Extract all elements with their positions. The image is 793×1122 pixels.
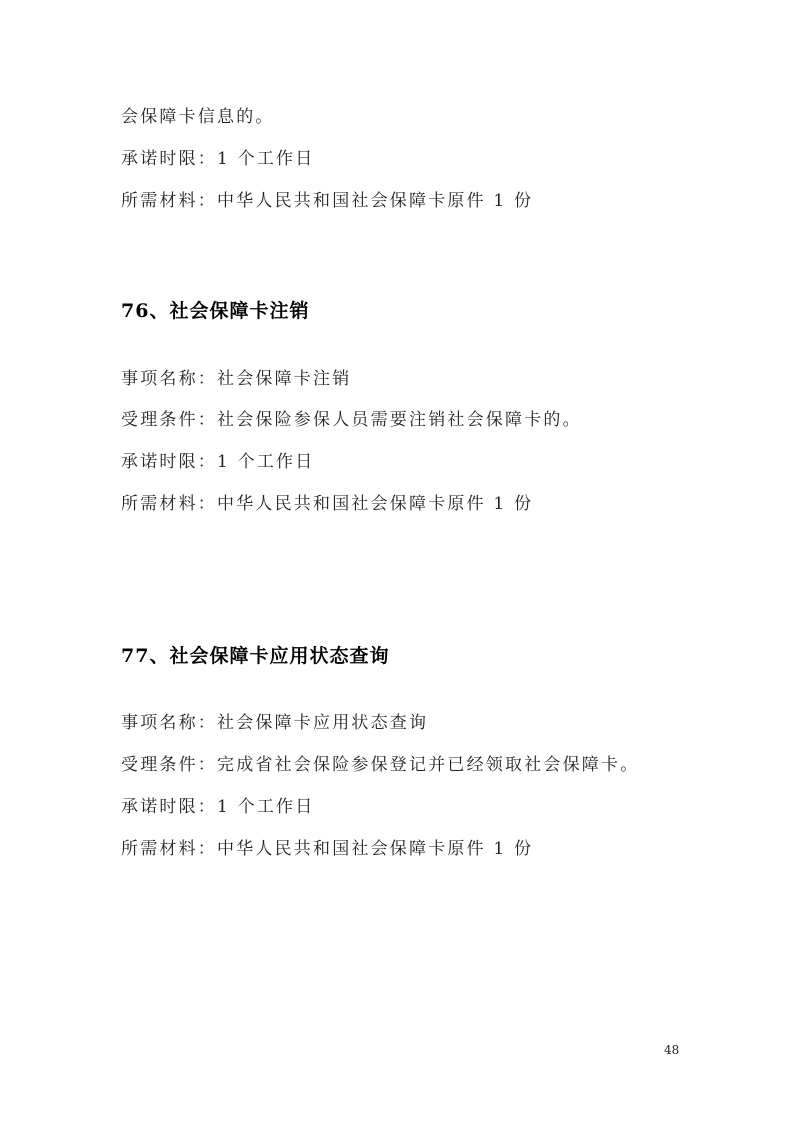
time-limit-text: 承诺时限：1 个工作日 [121, 452, 315, 472]
time-limit-text: 承诺时限：1 个工作日 [121, 797, 315, 817]
materials-text: 所需材料：中华人民共和国社会保障卡原件 1 份 [121, 839, 534, 859]
condition-text: 受理条件：完成省社会保险参保登记并已经领取社会保障卡。 [121, 755, 640, 775]
section-heading-77: 77、社会保障卡应用状态查询 [121, 645, 390, 667]
item-name-text: 事项名称：社会保障卡注销 [121, 369, 352, 389]
materials-text: 所需材料：中华人民共和国社会保障卡原件 1 份 [121, 494, 534, 514]
materials-text: 所需材料：中华人民共和国社会保障卡原件 1 份 [121, 191, 534, 211]
time-limit-text: 承诺时限：1 个工作日 [121, 149, 315, 169]
page-number: 48 [664, 1043, 680, 1057]
item-name-text: 事项名称：社会保障卡应用状态查询 [121, 713, 429, 733]
condition-continuation: 会保障卡信息的。 [121, 107, 275, 127]
condition-text: 受理条件：社会保险参保人员需要注销社会保障卡的。 [121, 410, 582, 430]
section-heading-76: 76、社会保障卡注销 [121, 300, 310, 322]
